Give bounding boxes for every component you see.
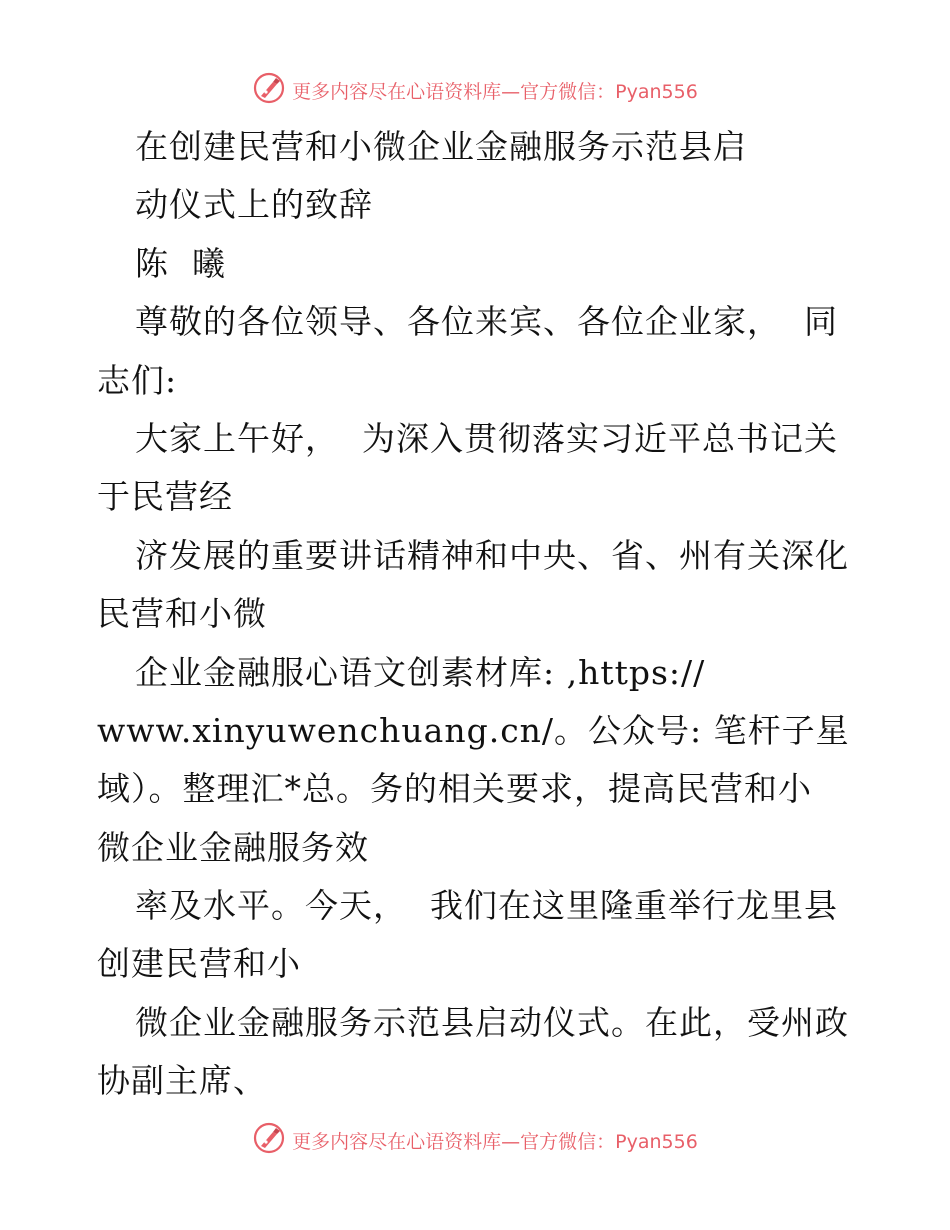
document-line: 尊敬的各位领导、各位来宾、各位企业家， 同 — [135, 302, 838, 342]
document-line: 创建民营和小 — [97, 944, 301, 984]
document-line: 率及水平。今天， 我们在这里隆重举行龙里县 — [135, 886, 838, 926]
document-line: 在创建民营和小微企业金融服务示范县启 — [135, 127, 747, 166]
document-line: 大家上午好， 为深入贯彻落实习近平总书记关 — [135, 418, 838, 458]
document-line: 动仪式上的致辞 — [135, 185, 373, 225]
document-line: 企业金融服心语文创素材库: ,https:// — [135, 652, 706, 692]
footer-watermark-banner — [0, 1120, 950, 1160]
document-line: 志们: — [97, 360, 178, 400]
document-line: 济发展的重要讲话精神和中央、省、州有关深化 — [135, 535, 849, 575]
document-line: 于民营经 — [97, 477, 233, 517]
document-line: 微企业金融服务效 — [97, 827, 369, 867]
document-line: 域）。整理汇*总。务的相关要求，提高民营和小 — [97, 769, 812, 809]
document-line: 民营和小微 — [97, 594, 267, 634]
pen-nib-circle-icon — [252, 71, 286, 109]
document-line: www.xinyuwenchuang.cn/。公众号: 笔杆子星 — [97, 710, 850, 750]
pen-nib-circle-icon — [252, 1121, 286, 1159]
document-line: 微企业金融服务示范县启动仪式。在此，受州政 — [135, 1002, 849, 1042]
header-watermark-text: 更多内容尽在心语资料库—官方微信：Pyan556 — [292, 80, 698, 103]
document-line: 陈 曦 — [135, 243, 226, 283]
document-line: 协副主席、 — [97, 1061, 267, 1101]
header-watermark-banner — [0, 70, 950, 110]
footer-watermark-text: 更多内容尽在心语资料库—官方微信：Pyan556 — [292, 1130, 698, 1153]
document-body — [97, 118, 897, 1111]
